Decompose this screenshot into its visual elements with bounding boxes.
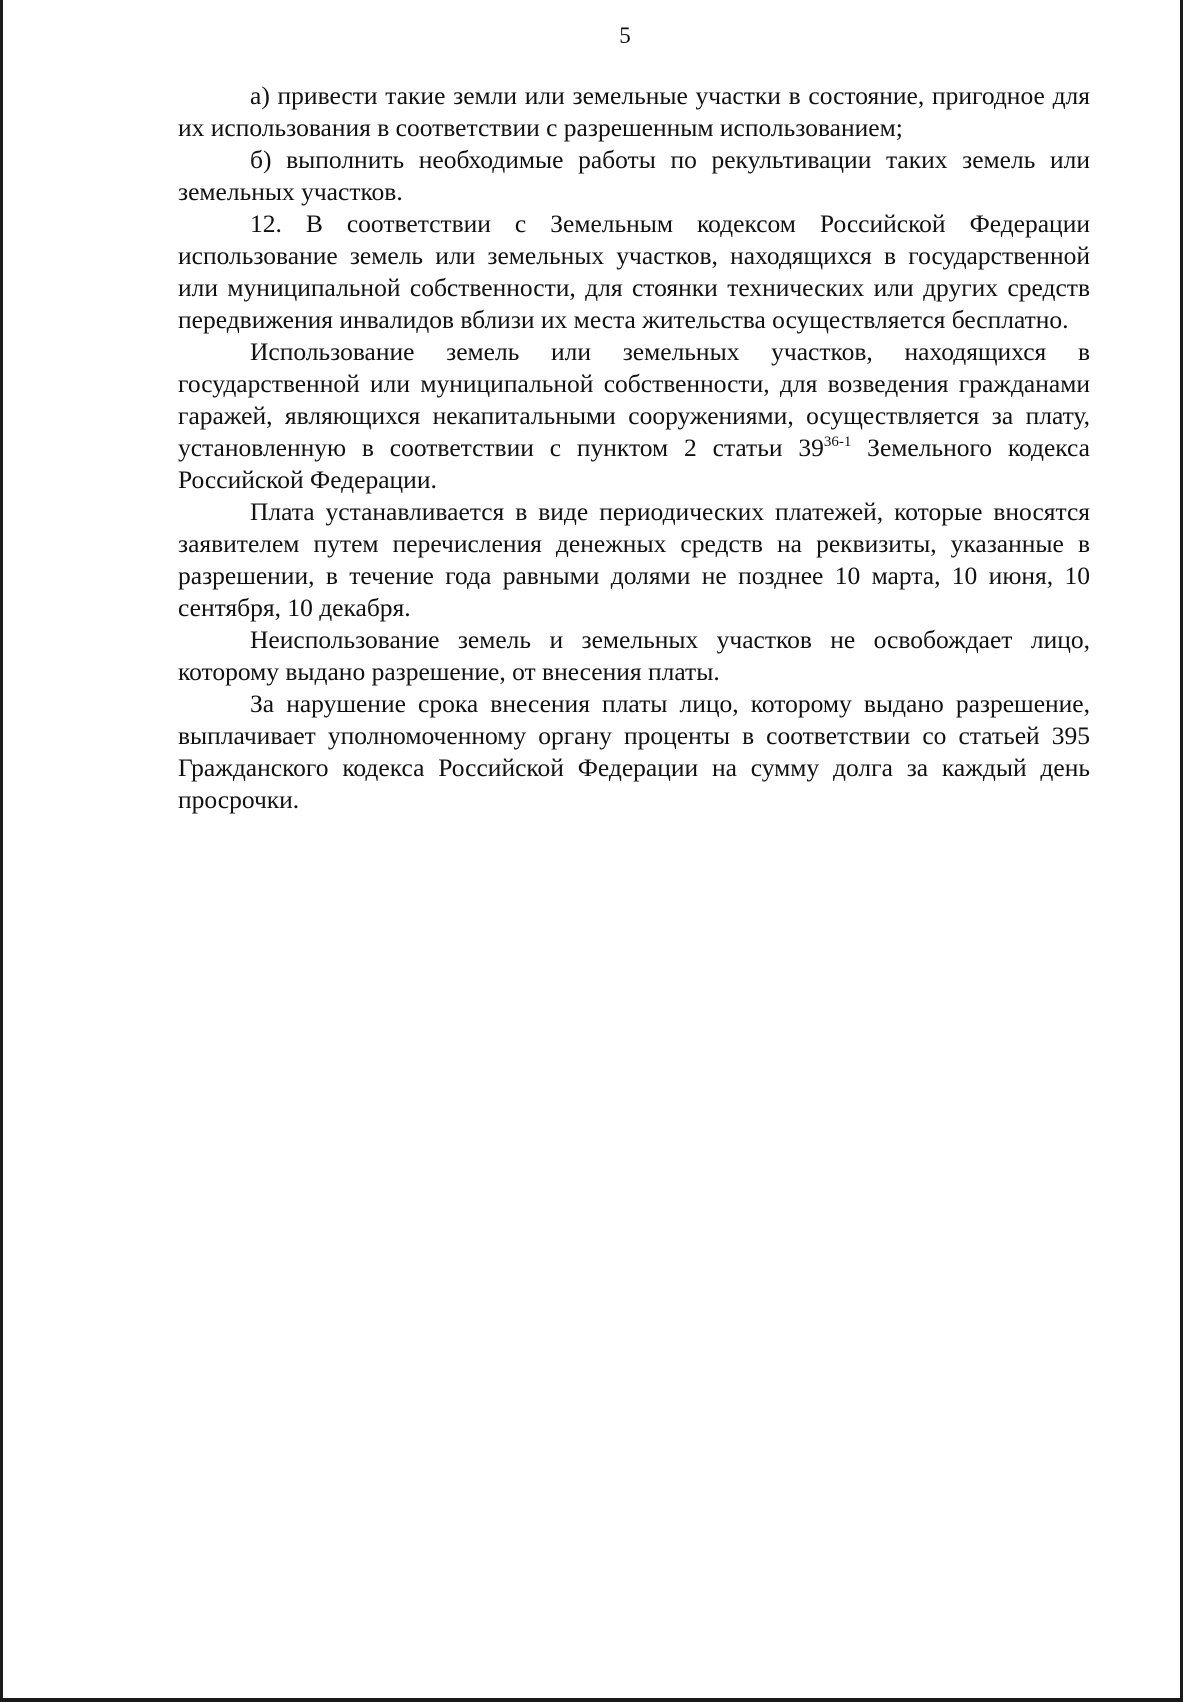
paragraph-non-use: Неиспользование земель и земельных участков не освобождает лицо, которому выдано разрешение, от внесения платы.: [178, 625, 1090, 686]
scan-edge-left: [0, 0, 3, 1702]
paragraph-payment-schedule: Плата устанавливается в виде периодических платежей, которые вносятся заявителем путем перечисления денежных средств на реквизиты, указанные в разрешении, в течение года равными долями не позднее 10 марта, 10 июня, 10 сентября, 10 декабря.: [178, 497, 1090, 622]
paragraph-garages-fee-tail: Земельного кодекса Российской Федерации.: [178, 433, 1090, 494]
paragraph-clause-12: 12. В соответствии с Земельным кодексом Российской Федерации использование земель или земельных участков, находящихся в государственной или муниципальной собственности, для стоянки технических или других средств передвижения инвалидов вблизи их места жительства осуществляется бесплатно.: [178, 209, 1090, 334]
paragraph-garages-fee: [178, 336, 1090, 496]
paragraph-item-a: а) привести такие земли или земельные участки в состояние, пригодное для их использования в соответствии с разрешенным использованием;: [178, 81, 1090, 142]
scan-edge-bottom: [0, 1698, 1183, 1702]
scan-edge-right: [1180, 0, 1183, 1702]
article-superscript: 36-1: [823, 433, 852, 450]
paragraph-penalty: За нарушение срока внесения платы лицо, которому выдано разрешение, выплачивает уполномоченному органу проценты в соответствии со статьей 395 Гражданского кодекса Российской Федерации на сумму долга за каждый день просрочки.: [178, 689, 1090, 814]
paragraph-item-b: б) выполнить необходимые работы по рекультивации таких земель или земельных участков.: [178, 145, 1090, 206]
page-number: 5: [619, 23, 631, 48]
document-body: [178, 80, 1090, 816]
paragraph-garages-fee-text: Использование земель или земельных участков, находящихся в государственной или муниципальной собственности, для возведения гражданами гаражей, являющихся некапитальными сооружениями, осуществляется за плату, установленную в соответствии с пунктом 2 статьи 39: [178, 337, 1090, 462]
